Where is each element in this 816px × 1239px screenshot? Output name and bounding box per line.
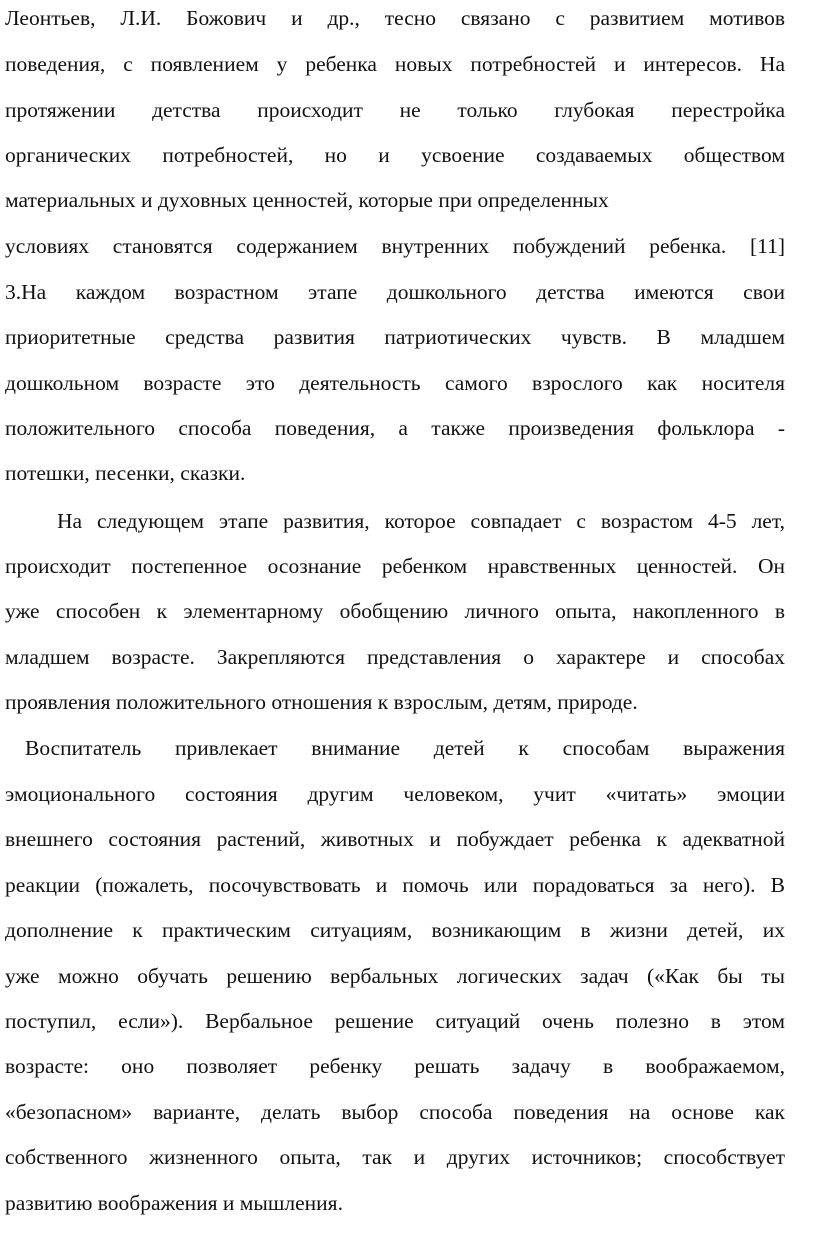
paragraph-1-line-2: поведения, с появлением у ребенка новых потребностей и интересов. На [5, 52, 785, 76]
paragraph-2-line-4: положительного способа поведения, а также произведения фольклора - [5, 416, 785, 440]
paragraph-1-line-3: протяжении детства происходит не только глубокая перестройка [5, 98, 785, 122]
paragraph-4-line-4: реакции (пожалеть, посочувствовать и помочь или порадоваться за него). В [5, 873, 785, 897]
paragraph-3-line-4: младшем возрасте. Закрепляются представления о характере и способах [5, 645, 785, 669]
paragraph-4-line-2: эмоционального состояния другим человеком, учит «читать» эмоции [5, 782, 785, 806]
paragraph-2-line-2: приоритетные средства развития патриотических чувств. В младшем [5, 325, 785, 349]
paragraph-4-line-7: поступил, если»). Вербальное решение ситуаций очень полезно в этом [5, 1009, 785, 1033]
paragraph-4-line-11: развитию воображения и мышления. [5, 1191, 343, 1215]
paragraph-3-line-3: уже способен к элементарному обобщению личного опыта, накопленного в [5, 599, 785, 623]
paragraph-1-line-4: органических потребностей, но и усвоение создаваемых обществом [5, 143, 785, 167]
paragraph-3-line-1: На следующем этапе развития, которое совпадает с возрастом 4-5 лет, [57, 509, 785, 533]
paragraph-1-line-1: Леонтьев, Л.И. Божович и др., тесно связано с развитием мотивов [5, 6, 785, 30]
paragraph-4-line-6: уже можно обучать решению вербальных логических задач («Как бы ты [5, 964, 785, 988]
paragraph-4-line-5: дополнение к практическим ситуациям, возникающим в жизни детей, их [5, 918, 785, 942]
paragraph-4-line-8: возрасте: оно позволяет ребенку решать задачу в воображаемом, [5, 1054, 785, 1078]
paragraph-1-line-6: условиях становятся содержанием внутренних побуждений ребенка. [11] [5, 234, 785, 258]
paragraph-1-line-5: материальных и духовных ценностей, которые при определенных [5, 188, 609, 212]
paragraph-2-line-5: потешки, песенки, сказки. [5, 461, 246, 485]
paragraph-2-line-3: дошкольном возрасте это деятельность самого взрослого как носителя [5, 371, 785, 395]
paragraph-4-line-3: внешнего состояния растений, животных и побуждает ребенка к адекватной [5, 827, 785, 851]
paragraph-4-line-10: собственного жизненного опыта, так и других источников; способствует [5, 1145, 785, 1169]
paragraph-3-line-2: происходит постепенное осознание ребенком нравственных ценностей. Он [5, 554, 785, 578]
paragraph-4-line-9: «безопасном» варианте, делать выбор способа поведения на основе как [5, 1100, 785, 1124]
paragraph-4-line-1: Воспитатель привлекает внимание детей к способам выражения [25, 736, 785, 760]
paragraph-3-line-5: проявления положительного отношения к взрослым, детям, природе. [5, 690, 638, 714]
paragraph-2-line-1: 3.На каждом возрастном этапе дошкольного детства имеются свои [5, 280, 785, 304]
